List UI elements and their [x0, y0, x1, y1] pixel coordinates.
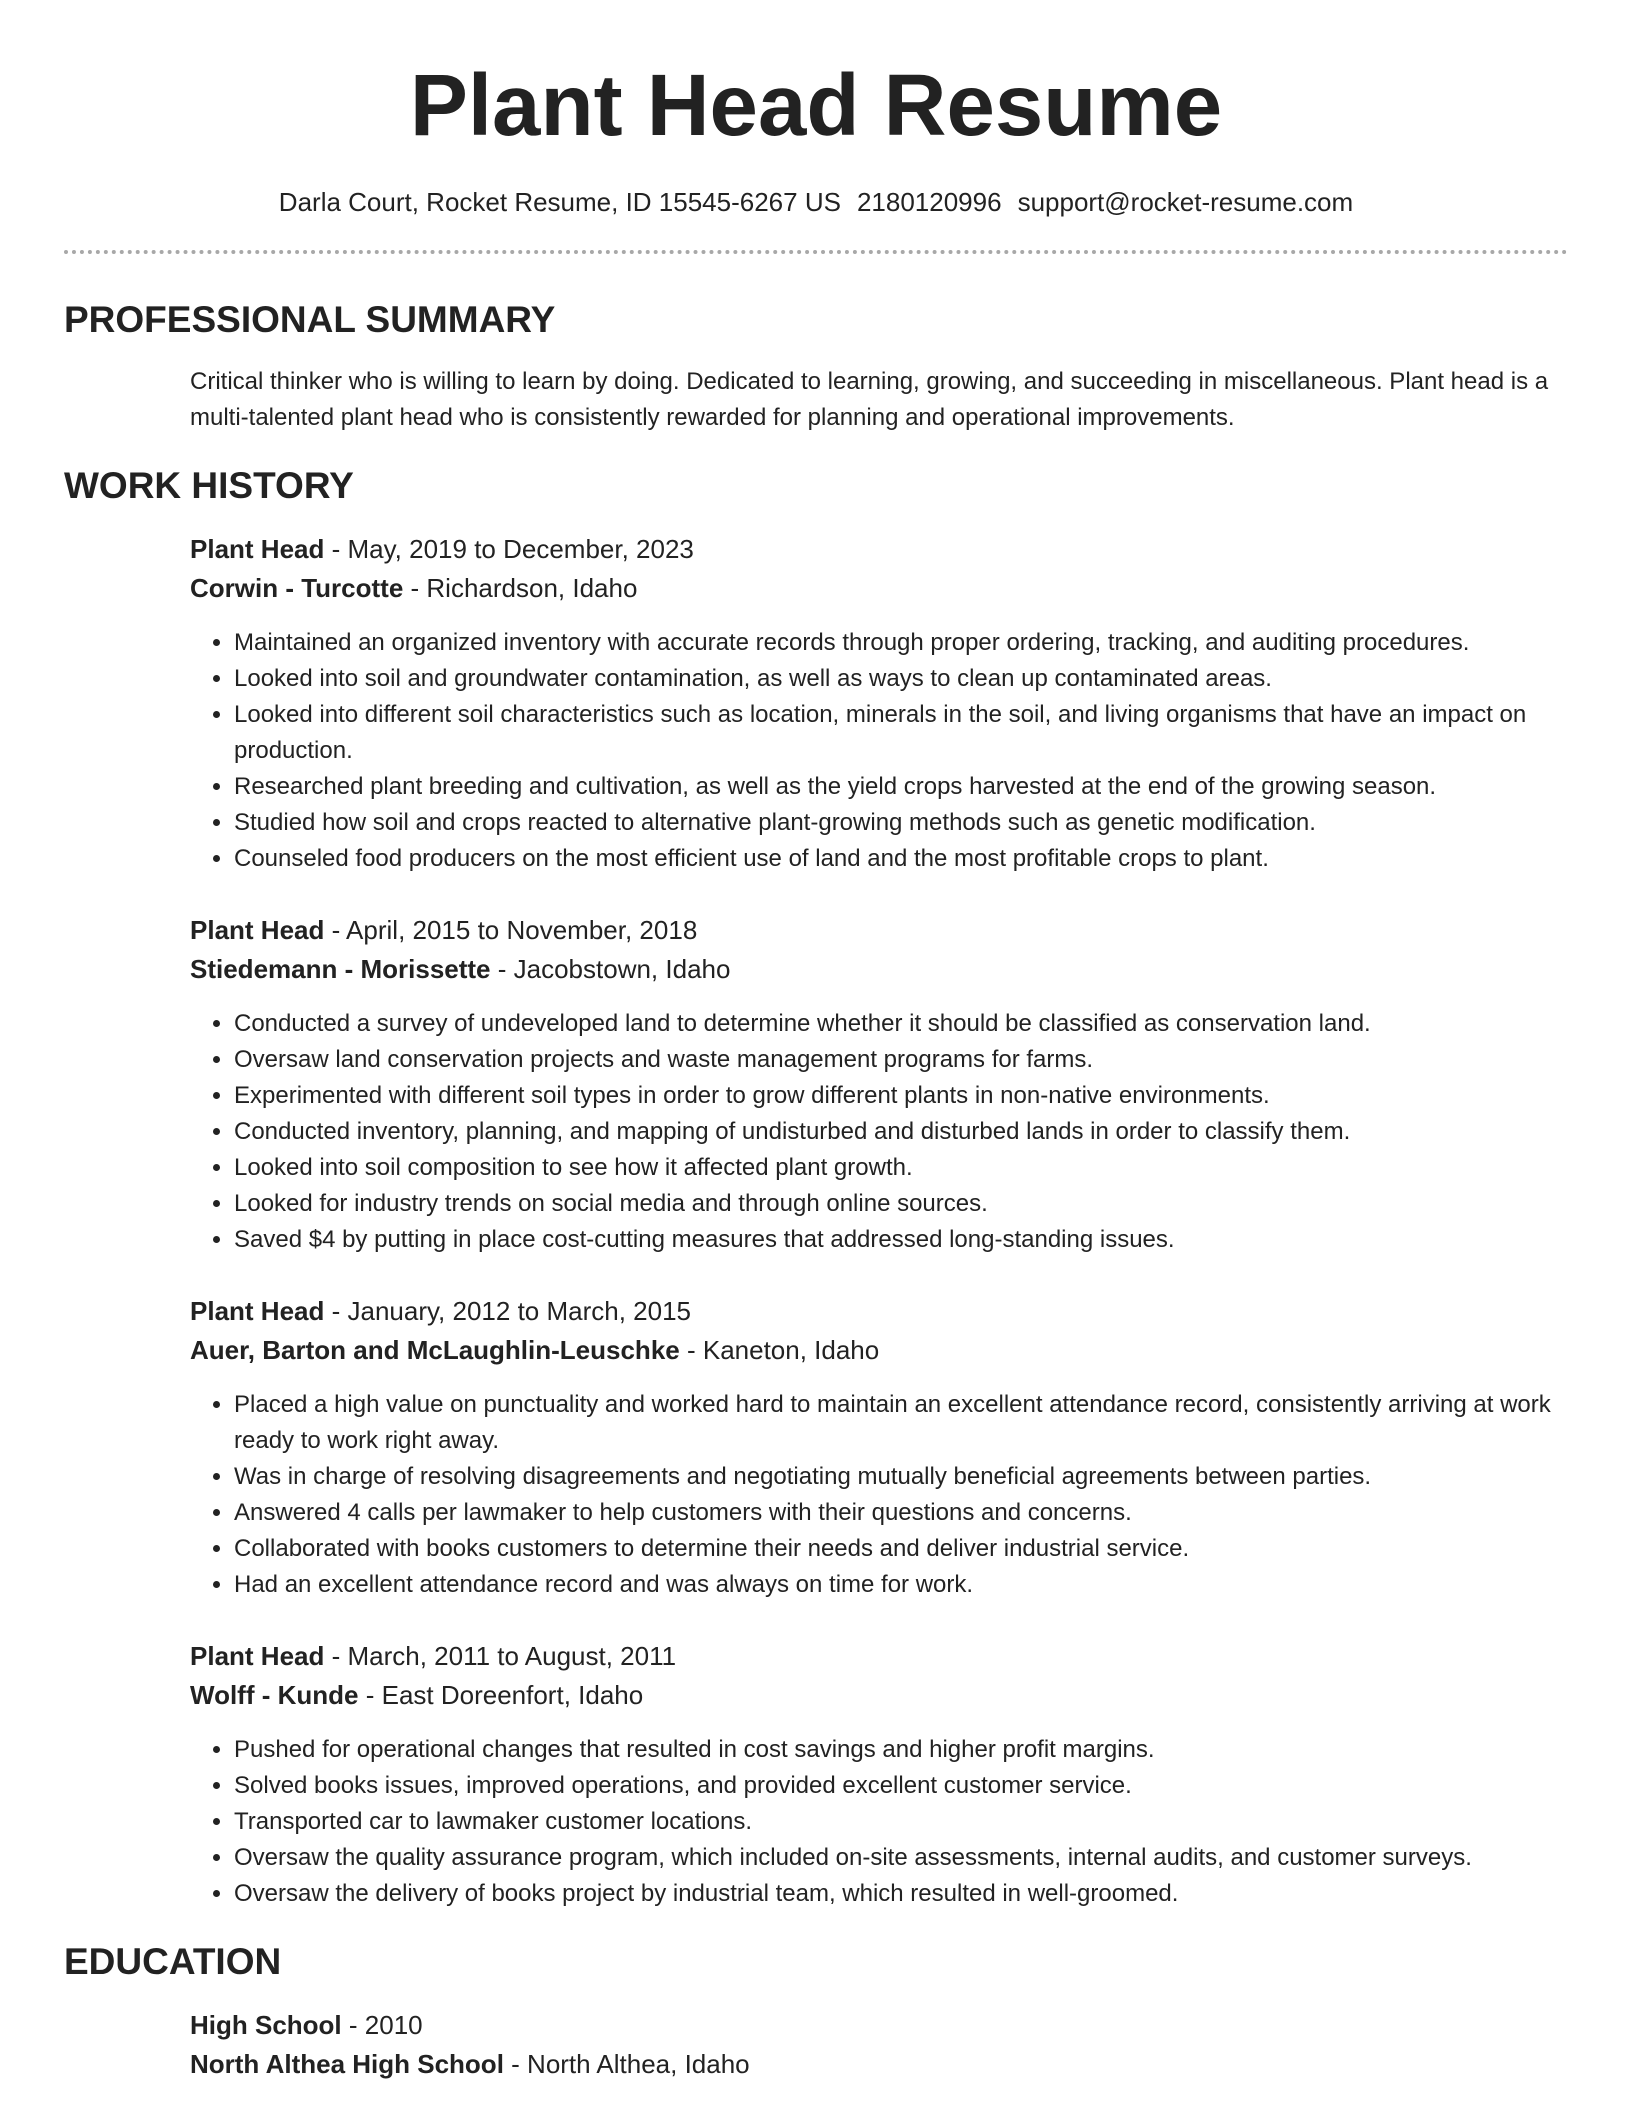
job-company-line: [190, 569, 1568, 608]
job-title-line: [190, 530, 1568, 569]
work-history-heading: WORK HISTORY: [64, 465, 354, 506]
job-bullet: • Oversaw the delivery of books project by industrial team, which resulted in well-groomed.: [234, 1876, 1568, 1912]
job-title-line: [190, 1637, 1568, 1676]
education-school: North Althea High School: [190, 2049, 504, 2079]
job-company: Wolff - Kunde: [190, 1680, 359, 1710]
job-company-line: [190, 1331, 1568, 1370]
job-entry: [190, 911, 1568, 1258]
education-year: - 2010: [348, 2010, 423, 2040]
job-dates: - January, 2012 to March, 2015: [331, 1296, 692, 1326]
job-bullet: • Collaborated with books customers to determine their needs and deliver industrial service.: [234, 1531, 1568, 1567]
job-bullets: [190, 1732, 1568, 1912]
job-bullet: • Transported car to lawmaker customer locations.: [234, 1804, 1568, 1840]
job-bullet: • Conducted inventory, planning, and mapping of undisturbed and disturbed lands in order to classify them.: [234, 1114, 1568, 1150]
contact-address: Darla Court, Rocket Resume, ID 15545-6267 US: [278, 187, 841, 217]
job-company-line: [190, 1676, 1568, 1715]
job-location: - East Doreenfort, Idaho: [365, 1680, 644, 1710]
job-bullets: [190, 1387, 1568, 1603]
job-bullets: [190, 625, 1568, 877]
education-heading: EDUCATION: [64, 1941, 282, 1982]
contact-phone: 2180120996: [856, 187, 1002, 217]
job-bullet: • Studied how soil and crops reacted to alternative plant-growing methods such as genetic modification.: [234, 805, 1568, 841]
job-location: - Richardson, Idaho: [410, 573, 638, 603]
job-entry: [190, 530, 1568, 877]
job-entry: [190, 1637, 1568, 1912]
job-title: Plant Head: [190, 534, 325, 564]
job-bullet: • Placed a high value on punctuality and worked hard to maintain an excellent attendance record, consistently arriving at work ready to work right away.: [234, 1387, 1568, 1459]
job-company: Stiedemann - Morissette: [190, 954, 491, 984]
job-bullet: • Looked into soil composition to see how it affected plant growth.: [234, 1150, 1568, 1186]
education-degree: High School: [190, 2010, 342, 2040]
education-location: - North Althea, Idaho: [511, 2049, 750, 2079]
job-dates: - April, 2015 to November, 2018: [331, 915, 698, 945]
job-title-line: [190, 1292, 1568, 1331]
job-company: Corwin - Turcotte: [190, 573, 404, 603]
job-bullet: • Looked into soil and groundwater contamination, as well as ways to clean up contaminated areas.: [234, 661, 1568, 697]
job-bullet: • Maintained an organized inventory with accurate records through proper ordering, tracking, and auditing procedures.: [234, 625, 1568, 661]
job-bullet: • Researched plant breeding and cultivation, as well as the yield crops harvested at the end of the growing season.: [234, 769, 1568, 805]
job-title: Plant Head: [190, 915, 325, 945]
summary-heading: PROFESSIONAL SUMMARY: [64, 299, 556, 340]
job-bullet: • Solved books issues, improved operations, and provided excellent customer service.: [234, 1768, 1568, 1804]
job-bullet: • Pushed for operational changes that resulted in cost savings and higher profit margins.: [234, 1732, 1568, 1768]
job-bullet: • Was in charge of resolving disagreements and negotiating mutually beneficial agreements between parties.: [234, 1459, 1568, 1495]
job-entry: [190, 1292, 1568, 1603]
resume-title: Plant Head Resume: [409, 57, 1223, 154]
education-degree-line: [190, 2006, 1568, 2045]
job-dates: - March, 2011 to August, 2011: [331, 1641, 677, 1671]
contact-email: support@rocket-resume.com: [1017, 187, 1354, 217]
job-title: Plant Head: [190, 1641, 325, 1671]
contact-line: [64, 184, 1568, 220]
job-bullet: • Saved $4 by putting in place cost-cutting measures that addressed long-standing issues.: [234, 1222, 1568, 1258]
job-dates: - May, 2019 to December, 2023: [331, 534, 694, 564]
job-bullet: • Looked for industry trends on social media and through online sources.: [234, 1186, 1568, 1222]
job-bullet: • Oversaw the quality assurance program, which included on-site assessments, internal audits, and customer surveys.: [234, 1840, 1568, 1876]
job-bullet: • Counseled food producers on the most efficient use of land and the most profitable crops to plant.: [234, 841, 1568, 877]
summary-text: Critical thinker who is willing to learn by doing. Dedicated to learning, growing, and succeeding in miscellaneous. Plant head is a multi-talented plant head who is consistently rewarded for planning and operational improvements.: [190, 368, 1549, 431]
job-bullet: • Looked into different soil characteristics such as location, minerals in the soil, and living organisms that have an impact on production.: [234, 697, 1568, 769]
job-location: - Jacobstown, Idaho: [497, 954, 731, 984]
job-title-line: [190, 911, 1568, 950]
job-bullet: • Had an excellent attendance record and was always on time for work.: [234, 1567, 1568, 1603]
job-bullet: • Answered 4 calls per lawmaker to help customers with their questions and concerns.: [234, 1495, 1568, 1531]
job-company-line: [190, 950, 1568, 989]
job-location: - Kaneton, Idaho: [686, 1335, 880, 1365]
job-title: Plant Head: [190, 1296, 325, 1326]
job-bullet: • Experimented with different soil types in order to grow different plants in non-native environments.: [234, 1078, 1568, 1114]
education-entry: [190, 2006, 1568, 2084]
job-bullets: [190, 1006, 1568, 1258]
job-bullet: • Conducted a survey of undeveloped land to determine whether it should be classified as conservation land.: [234, 1006, 1568, 1042]
header-divider: [64, 250, 1568, 254]
job-bullet: • Oversaw land conservation projects and waste management programs for farms.: [234, 1042, 1568, 1078]
job-company: Auer, Barton and McLaughlin-Leuschke: [190, 1335, 680, 1365]
education-school-line: [190, 2045, 1568, 2084]
